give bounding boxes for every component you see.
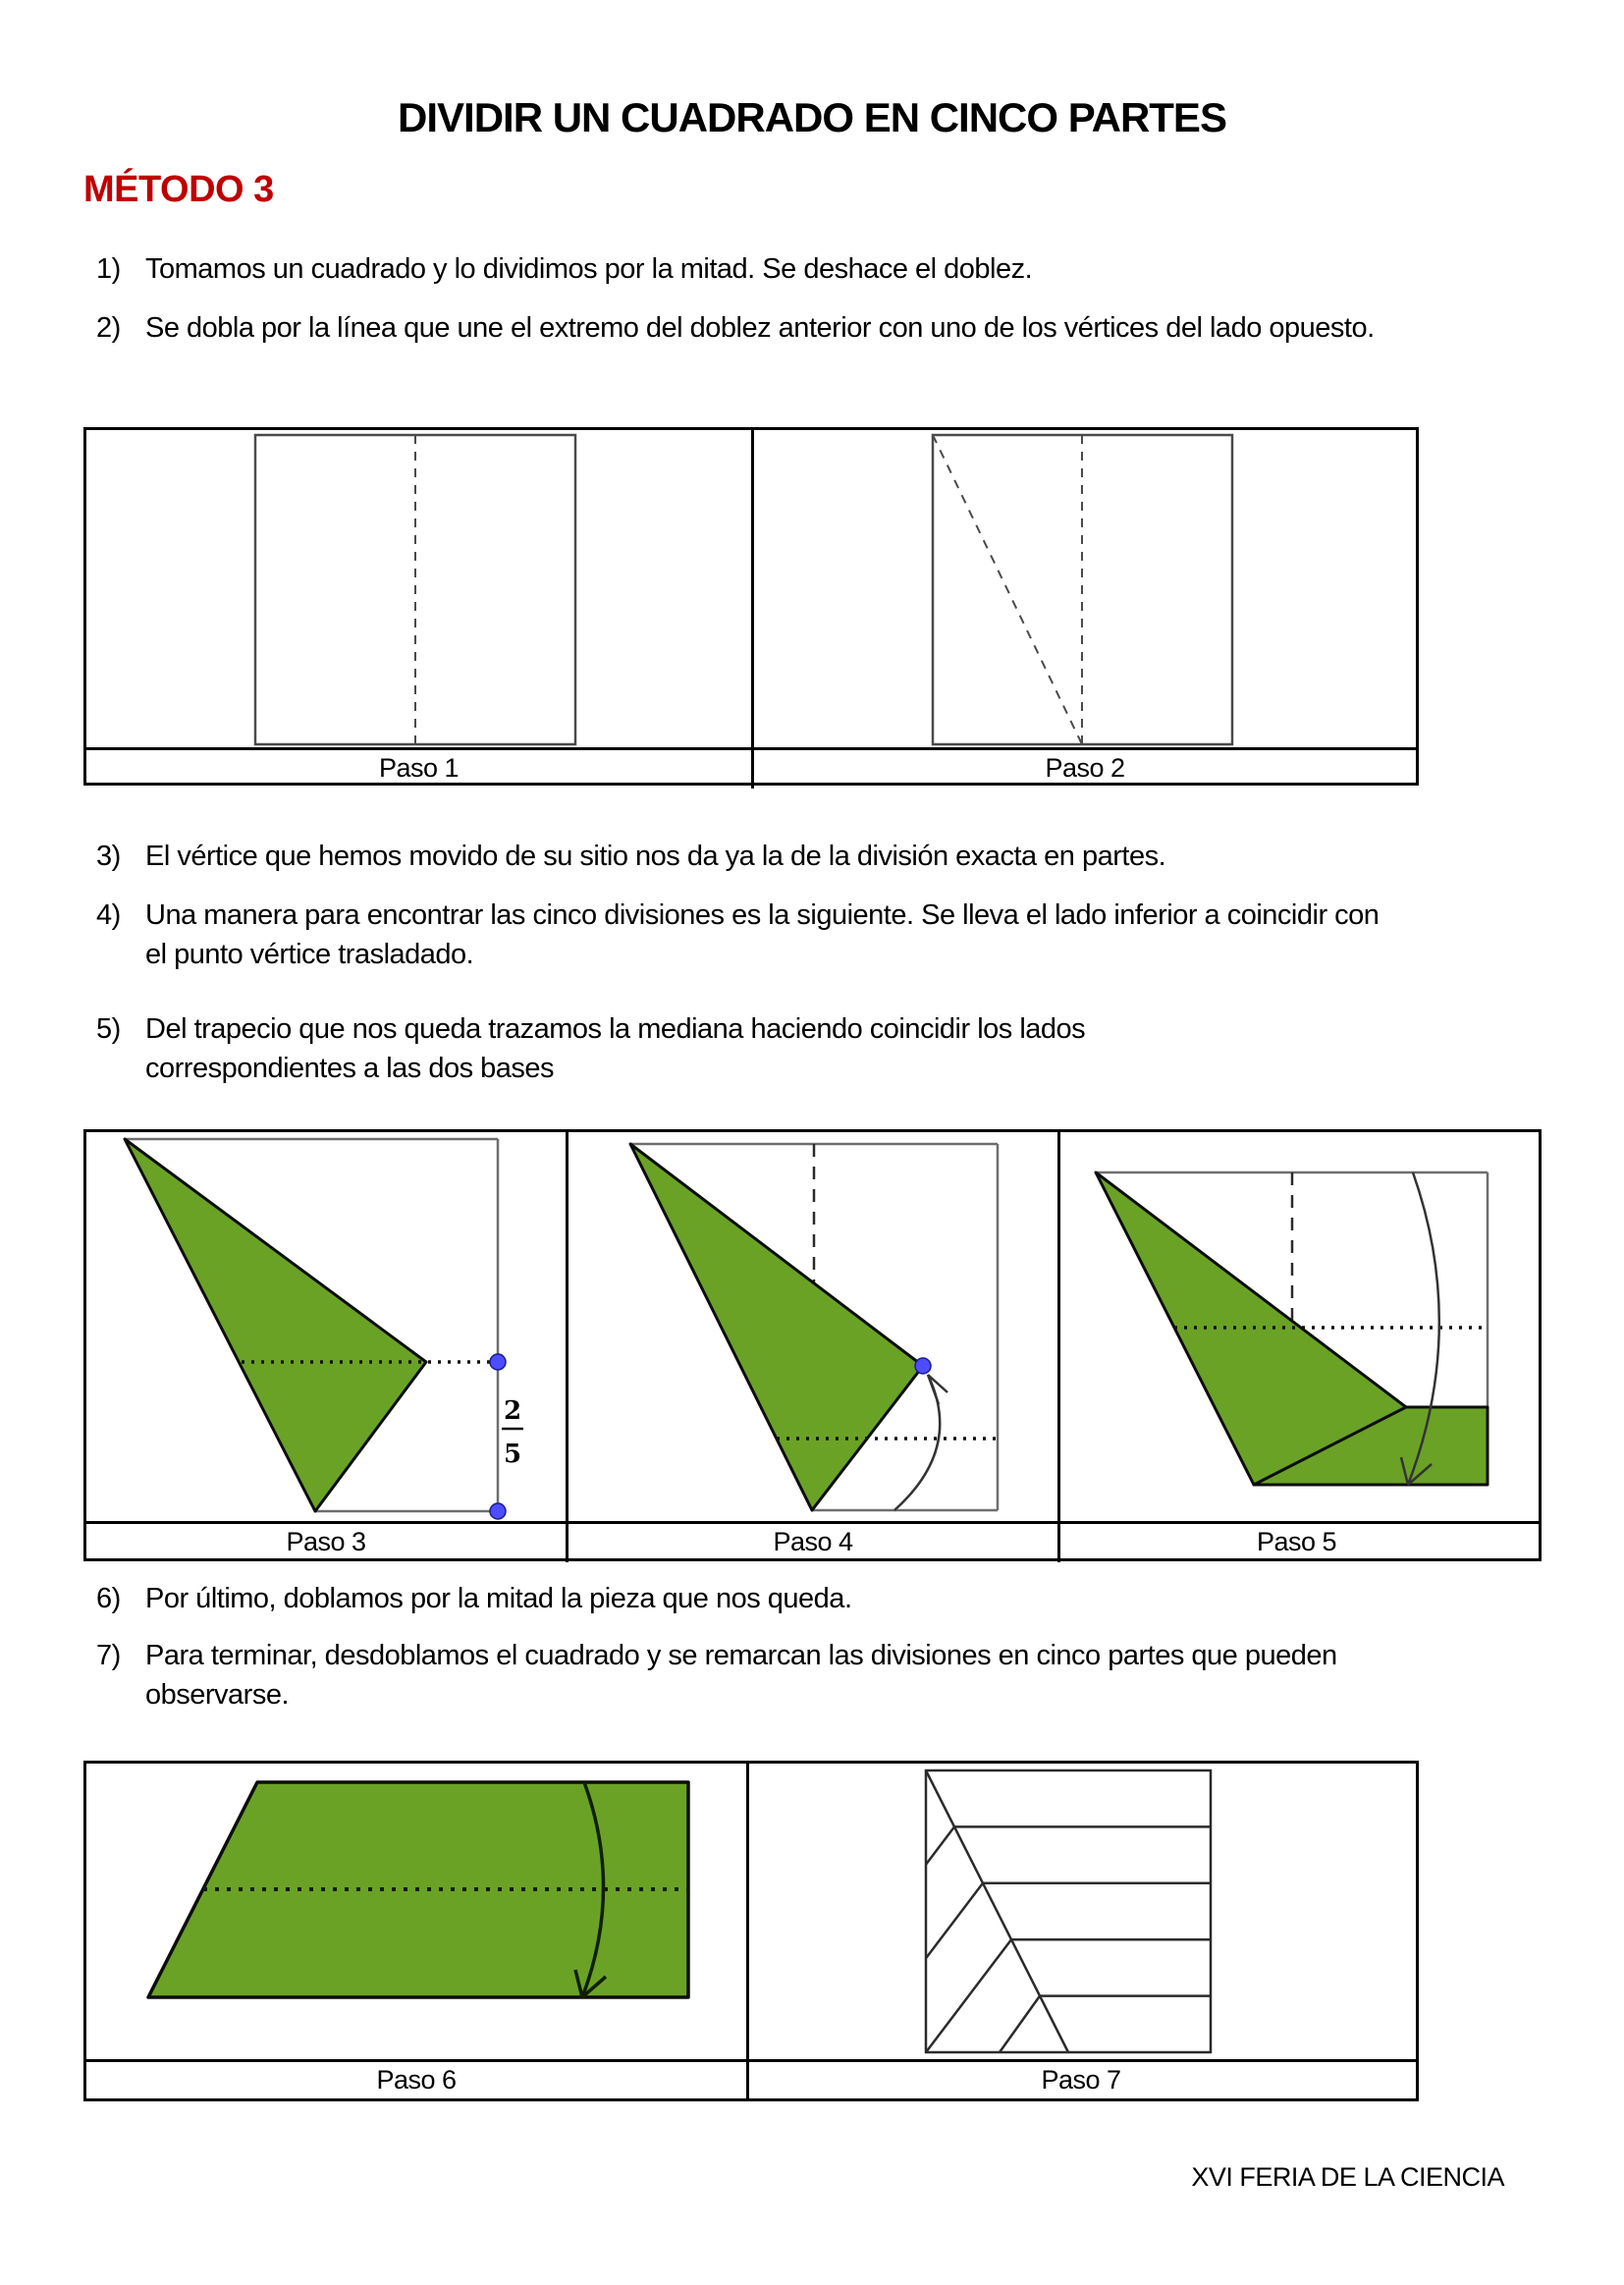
method-heading: MÉTODO 3 [83, 169, 274, 210]
caption-row [86, 2059, 1416, 2100]
step-text: Por último, doblamos por la mitad la pieza que nos queda. [145, 1583, 852, 1614]
figure-table-3 [83, 1761, 1419, 2101]
fraction-numerator: 2 [503, 1396, 522, 1426]
step-item-1 [96, 249, 1540, 289]
step-item-5 [96, 1009, 1186, 1088]
step-text: Una manera para encontrar las cinco divisiones es la siguiente. Se lleva el lado inferior a coincidir con el punto vértice trasladado. [145, 899, 1380, 970]
figure-table-2 [83, 1129, 1542, 1561]
mirror-crease-4 [1000, 1996, 1040, 2052]
step-number: 1) [96, 253, 121, 285]
folded-flap [125, 1139, 426, 1511]
page-title: DIVIDIR UN CUADRADO EN CINCO PARTES [398, 94, 1226, 140]
figure-paso-5 [1057, 1132, 1533, 1521]
step-number: 7) [96, 1640, 121, 1671]
corner-point [490, 1503, 506, 1519]
paso-5-diagram [1060, 1132, 1533, 1521]
main-diagonal-crease [926, 1770, 1068, 2052]
figure-paso-7 [746, 1764, 1413, 2059]
step-item-7 [96, 1636, 1353, 1714]
step-item-3 [96, 837, 1540, 876]
paso-2-diagram [754, 430, 1419, 747]
paper-square [926, 1770, 1211, 2052]
step-text: El vértice que hemos movido de su sitio nos da ya la de la división exacta en partes. [145, 841, 1166, 872]
caption-paso-2: Paso 2 [751, 750, 1416, 789]
crease-pattern [926, 1770, 1211, 2052]
figure-paso-6 [86, 1764, 746, 2059]
step-item-4 [96, 896, 1392, 974]
mirror-crease-2 [926, 1883, 983, 1959]
target-vertex-point [915, 1358, 931, 1374]
mirror-crease-3 [926, 1939, 1011, 2052]
figure-paso-2 [751, 430, 1416, 747]
caption-paso-5: Paso 5 [1057, 1524, 1533, 1562]
caption-paso-6: Paso 6 [376, 2065, 457, 2095]
mirror-crease-1 [926, 1826, 954, 1864]
step-text: Del trapecio que nos queda trazamos la mediana haciendo coincidir los lados correspondientes a las dos bases [145, 1013, 1086, 1084]
step-number: 2) [96, 312, 121, 344]
step-number: 3) [96, 841, 121, 872]
caption-paso-7: Paso 7 [746, 2062, 1413, 2100]
caption-row [86, 1521, 1539, 1562]
caption-paso-4: Paso 4 [566, 1524, 1057, 1562]
paso-6-diagram [86, 1764, 746, 2059]
fraction-denominator: 5 [503, 1440, 522, 1469]
figure-paso-4 [566, 1132, 1057, 1521]
figure-paso-3 [86, 1132, 566, 1521]
paso-7-diagram [749, 1764, 1413, 2059]
diagonal-fold-crease [933, 435, 1082, 744]
paso-4-diagram [568, 1132, 1057, 1521]
folded-flap [630, 1144, 923, 1510]
paso-1-diagram [86, 430, 751, 747]
caption-paso-1: Paso 1 [378, 753, 460, 783]
figure-paso-1 [86, 430, 751, 747]
step-item-6 [96, 1579, 1540, 1618]
paso-3-diagram [86, 1132, 566, 1521]
step-item-2 [96, 308, 1441, 348]
footer-text: XVI FERIA DE LA CIENCIA [1191, 2162, 1504, 2192]
step-number: 4) [96, 899, 121, 931]
division-point [490, 1354, 506, 1370]
figure-table-1 [83, 427, 1419, 786]
step-text: Tomamos un cuadrado y lo dividimos por la mitad. Se deshace el doblez. [145, 253, 1033, 285]
step-number: 5) [96, 1013, 121, 1045]
caption-paso-3: Paso 3 [286, 1527, 366, 1556]
step-text: Para terminar, desdoblamos el cuadrado y se remarcan las divisiones en cinco partes que pueden observarse. [145, 1640, 1337, 1711]
step-text: Se dobla por la línea que une el extremo del doblez anterior con uno de los vértices del lado opuesto. [145, 312, 1375, 344]
caption-row [86, 747, 1416, 789]
step-number: 6) [96, 1583, 121, 1614]
